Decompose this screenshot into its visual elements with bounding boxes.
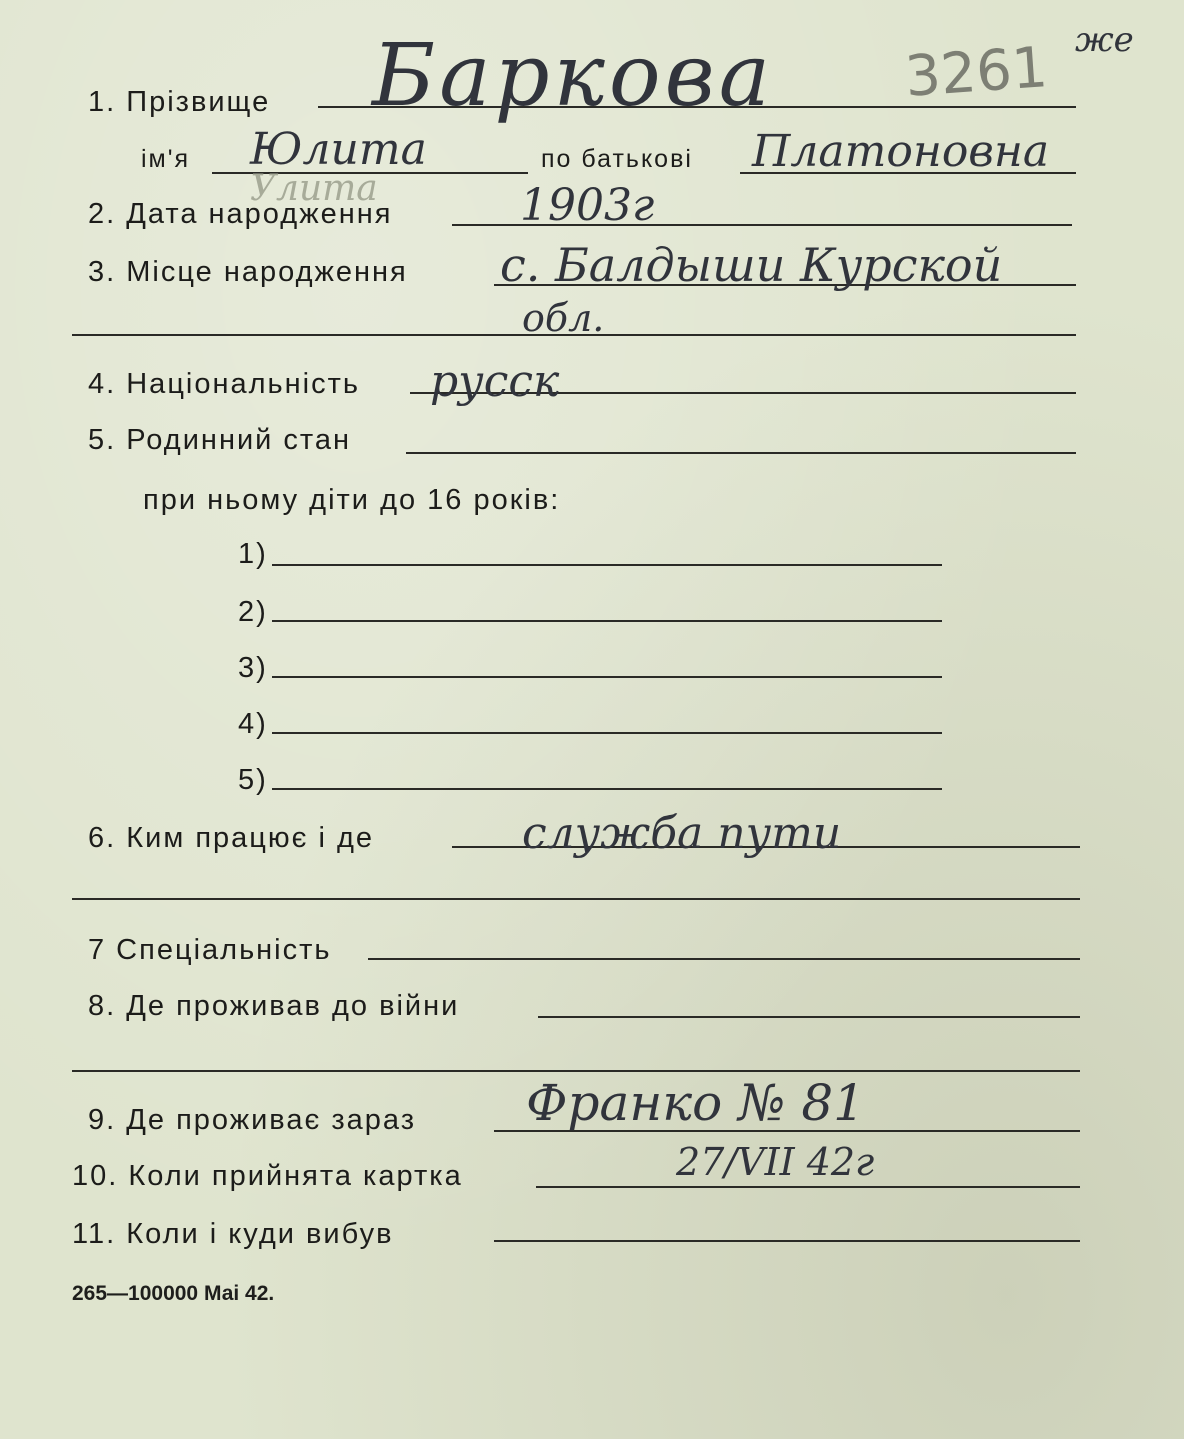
child-5-label: 5) bbox=[238, 764, 268, 796]
name-faint-annotation: Улита bbox=[250, 168, 378, 209]
birth-place-value-2: обл. bbox=[522, 296, 605, 340]
name-label: ім'я bbox=[141, 145, 191, 173]
child-3-line bbox=[272, 676, 942, 678]
card-date-line bbox=[536, 1186, 1080, 1188]
marital-status-label: 5. Родинний стан bbox=[88, 424, 352, 456]
card-date-value: 27/VII 42г bbox=[676, 1140, 875, 1184]
child-2-line bbox=[272, 620, 942, 622]
child-4-line bbox=[272, 732, 942, 734]
specialty-label: 7 Спеціальність bbox=[88, 934, 332, 966]
printer-mark: 265—100000 Маі 42. bbox=[72, 1282, 275, 1305]
prewar-residence-line bbox=[538, 1016, 1080, 1018]
prewar-residence-label: 8. Де проживав до війни bbox=[88, 990, 460, 1022]
child-4-label: 4) bbox=[238, 708, 268, 740]
marital-status-line bbox=[406, 452, 1076, 454]
patronymic-value: Платоновна bbox=[752, 126, 1050, 177]
birth-place-value-1: с. Балдыши Курской bbox=[500, 238, 1003, 292]
surname-label: 1. Прізвище bbox=[88, 86, 271, 118]
occupation-value: служба пути bbox=[522, 808, 842, 859]
current-residence-label: 9. Де проживає зараз bbox=[88, 1104, 417, 1136]
specialty-line bbox=[368, 958, 1080, 960]
child-3-label: 3) bbox=[238, 652, 268, 684]
patronymic-label: по батькові bbox=[541, 145, 693, 173]
occupation-line-2 bbox=[72, 898, 1080, 900]
stamp-number: 3261 bbox=[902, 35, 1050, 110]
prewar-residence-line-2 bbox=[72, 1070, 1080, 1072]
child-5-line bbox=[272, 788, 942, 790]
card-date-label: 10. Коли прийнята картка bbox=[72, 1160, 463, 1192]
stamp-suffix: же bbox=[1075, 20, 1134, 60]
child-2-label: 2) bbox=[238, 596, 268, 628]
surname-value: Баркова bbox=[372, 26, 774, 126]
birth-date-label: 2. Дата народження bbox=[88, 198, 393, 230]
name-value: Юлита bbox=[250, 124, 427, 175]
child-1-line bbox=[272, 564, 942, 566]
departure-label: 11. Коли і куди вибув bbox=[72, 1218, 394, 1250]
departure-line bbox=[494, 1240, 1080, 1242]
nationality-label: 4. Національність bbox=[88, 368, 361, 400]
children-label: при ньому діти до 16 років: bbox=[143, 484, 561, 516]
occupation-label: 6. Ким працює і де bbox=[88, 822, 375, 854]
nationality-value: русск bbox=[430, 356, 560, 407]
child-1-label: 1) bbox=[238, 538, 268, 570]
birth-date-value: 1903г bbox=[520, 180, 655, 231]
birth-place-label: 3. Місце народження bbox=[88, 256, 408, 288]
current-residence-value: Франко № 81 bbox=[526, 1074, 865, 1132]
